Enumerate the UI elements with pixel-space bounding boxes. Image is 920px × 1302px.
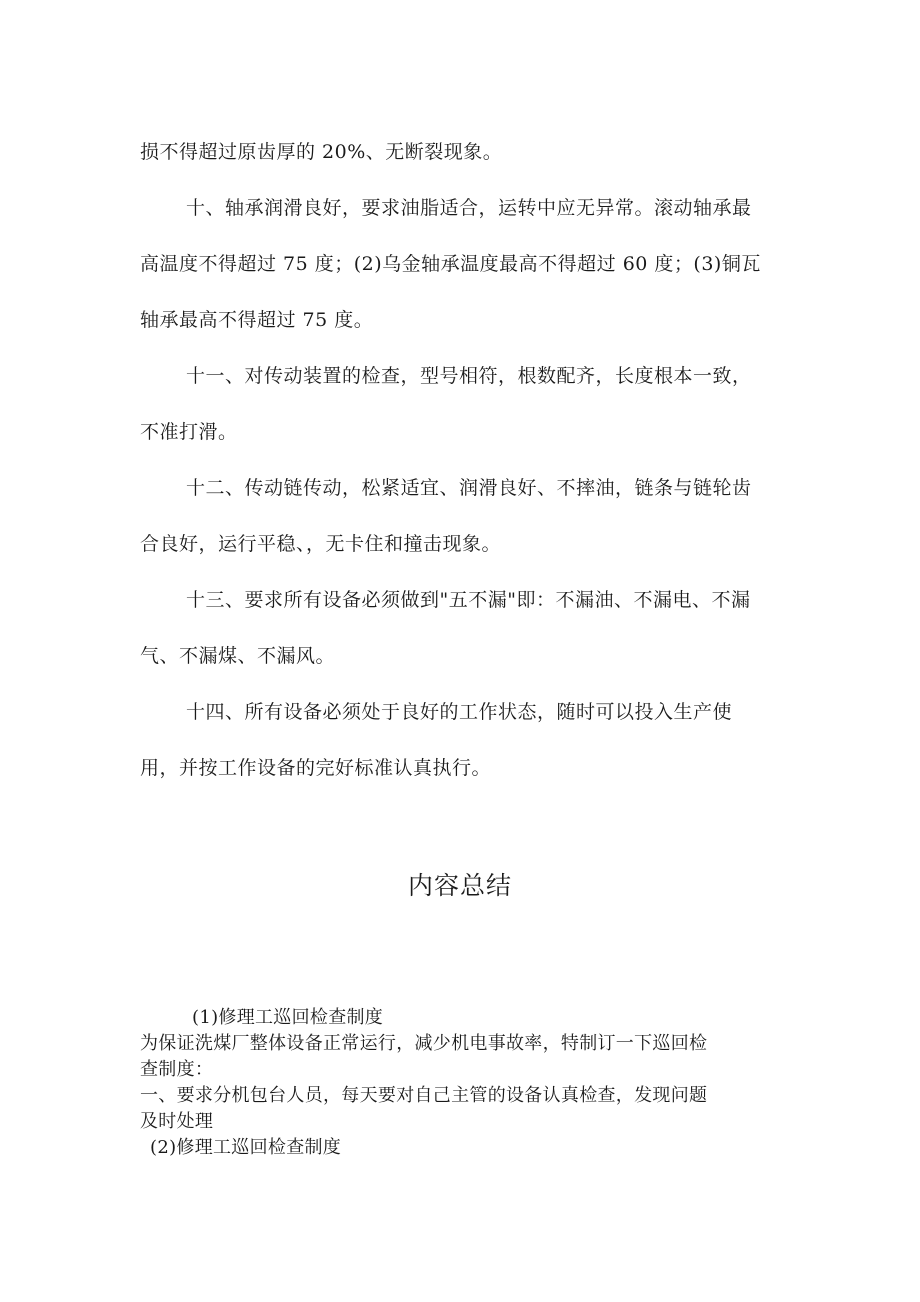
body-line-7: 十二、传动链传动，松紧适宜、润滑良好、不摔油，链条与链轮齿 bbox=[186, 477, 752, 499]
body-line-2: 十、轴承润滑良好，要求油脂适合，运转中应无异常。滚动轴承最 bbox=[186, 197, 752, 219]
body-line-1: 损不得超过原齿厚的 20%、无断裂现象。 bbox=[140, 141, 503, 163]
body-line-11: 十四、所有设备必须处于良好的工作状态，随时可以投入生产使 bbox=[186, 701, 733, 723]
body-line-6: 不准打滑。 bbox=[140, 421, 238, 443]
body-line-9: 十三、要求所有设备必须做到"五不漏"即：不漏油、不漏电、不漏 bbox=[186, 589, 751, 611]
summary-line-4: 一、要求分机包台人员，每天要对自己主管的设备认真检查，发现问题 bbox=[140, 1085, 708, 1106]
summary-line-6: (2)修理工巡回检查制度 bbox=[150, 1137, 342, 1158]
body-line-10: 气、不漏煤、不漏风。 bbox=[140, 645, 336, 667]
body-line-5: 十一、对传动装置的检查，型号相符，根数配齐，长度根本一致， bbox=[186, 365, 752, 387]
summary-heading: 内容总结 bbox=[407, 871, 512, 900]
summary-line-1: (1)修理工巡回检查制度 bbox=[192, 1007, 384, 1028]
body-line-8: 合良好，运行平稳、，无卡住和撞击现象。 bbox=[140, 533, 502, 555]
body-line-3: 高温度不得超过 75 度；(2)乌金轴承温度最高不得超过 60 度；(3)铜瓦 bbox=[140, 253, 761, 275]
body-line-12: 用，并按工作设备的完好标准认真执行。 bbox=[140, 757, 492, 779]
summary-line-2: 为保证洗煤厂整体设备正常运行，减少机电事故率，特制订一下巡回检 bbox=[140, 1033, 708, 1054]
summary-line-3: 查制度： bbox=[140, 1059, 214, 1080]
summary-line-5: 及时处理 bbox=[140, 1111, 214, 1132]
body-line-4: 轴承最高不得超过 75 度。 bbox=[140, 309, 374, 331]
